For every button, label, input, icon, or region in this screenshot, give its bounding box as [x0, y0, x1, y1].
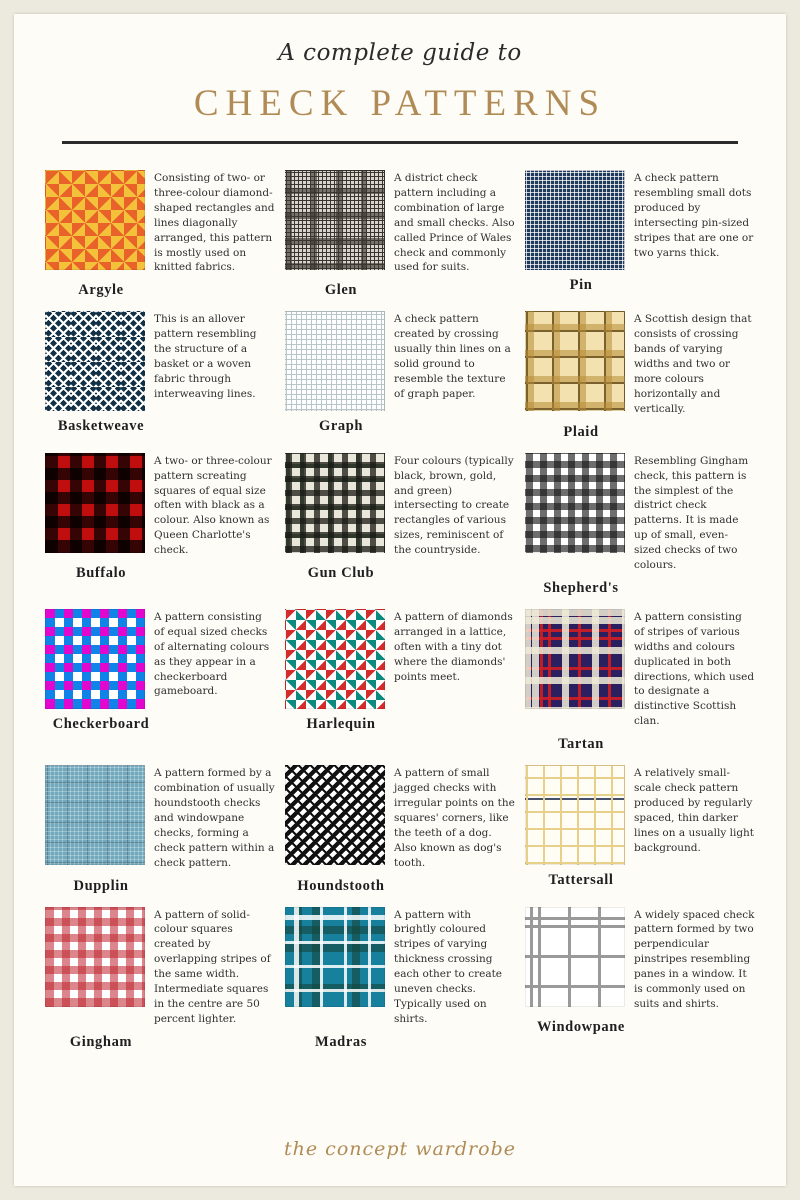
pattern-label: Glen [324, 282, 358, 299]
pattern-card-argyle [45, 170, 275, 299]
harlequin-swatch-icon [285, 609, 385, 709]
gun-club-swatch-icon [285, 453, 385, 553]
pattern-description: A widely spaced check pattern formed by two perpendicular pinstripes resembling panes in a window. It is commonly used on suits and shirts. [634, 908, 755, 1010]
pattern-grid [45, 170, 755, 1051]
pattern-description: A pattern consisting of stripes of various widths and colours duplicated in both directions, which used to designate a distinctive Scottish clan. [634, 610, 755, 728]
pattern-card-buffalo [45, 453, 275, 597]
pattern-label: Dupplin [73, 877, 129, 894]
pattern-description: A pattern formed by a combination of usually houndstooth checks and windowpane checks, forming a check pattern within a check pattern. [154, 767, 275, 869]
pattern-card-glen [285, 170, 515, 299]
pattern-label: Windowpane [537, 1018, 625, 1035]
pattern-description: A Scottish design that consists of crossing bands of varying widths and two or more colours horizontally and vertically. [634, 313, 752, 415]
plaid-swatch-icon [525, 311, 625, 411]
pattern-card-body [525, 311, 755, 416]
pattern-description: A pattern with brightly coloured stripes of varying thickness crossing each other to create uneven checks. Typically used on shirts. [394, 908, 503, 1025]
brand-wordmark: the concept wardrobe [284, 1138, 516, 1160]
pattern-card-body [285, 170, 515, 275]
pattern-card-body [285, 453, 515, 558]
pattern-card-gun-club [285, 453, 515, 597]
pattern-description: A two- or three-colour pattern screating squares of equal size often with black as a colour. Also known as Queen Charlotte's check. [154, 454, 272, 557]
pattern-card-basketweave [45, 311, 275, 440]
pattern-label: Gingham [69, 1033, 133, 1050]
poster-header [14, 14, 786, 144]
pattern-label: Basketweave [57, 418, 145, 435]
pattern-label: Buffalo [75, 565, 127, 582]
pattern-card-pin [525, 170, 755, 299]
windowpane-swatch-icon [525, 907, 625, 1007]
pattern-label: Gun Club [307, 565, 375, 582]
pattern-description: Resembling Gingham check, this pattern is the simplest of the district check patterns. It is made up of small, even-sized checks of two colours. [634, 454, 749, 572]
pattern-card-graph [285, 311, 515, 440]
pattern-card-body [285, 907, 515, 1027]
pattern-card-checkerboard [45, 609, 275, 753]
checkerboard-swatch-icon [45, 609, 145, 709]
pattern-card-body [525, 453, 755, 573]
pattern-card-madras [285, 907, 515, 1051]
argyle-swatch-icon [45, 170, 145, 270]
pattern-card-gingham [45, 907, 275, 1051]
graph-swatch-icon [285, 311, 385, 411]
pattern-card-body [285, 609, 515, 709]
poster-footer [14, 1138, 786, 1160]
pattern-description: This is an allover pattern resembling the structure of a basket or a woven fabric through interweaving lines. [154, 313, 257, 400]
header-divider [62, 141, 738, 144]
pattern-card-body [45, 609, 275, 709]
pattern-card-body [45, 170, 275, 275]
pattern-description: A pattern of solid-colour squares created by overlapping stripes of the same width. Intermediate squares in the centre are 50 percent lighter. [154, 908, 271, 1025]
pattern-card-shepherds [525, 453, 755, 597]
pattern-card-tattersall [525, 765, 755, 894]
pattern-description: Consisting of two- or three-colour diamond-shaped rectangles and lines diagonally arranged, this pattern is mostly used on knitted fabrics. [154, 172, 275, 274]
pattern-label: Graph [318, 418, 364, 435]
pattern-card-houndstooth [285, 765, 515, 894]
pattern-label: Tartan [558, 736, 604, 753]
poster [14, 14, 786, 1186]
pattern-card-body [45, 907, 275, 1027]
pattern-card-harlequin [285, 609, 515, 753]
pattern-card-tartan [525, 609, 755, 753]
pattern-label: Harlequin [306, 715, 376, 732]
basketweave-swatch-icon [45, 311, 145, 411]
pin-swatch-icon [525, 170, 625, 270]
pattern-card-body [45, 311, 275, 411]
tattersall-swatch-icon [525, 765, 625, 865]
houndstooth-swatch-icon [285, 765, 385, 865]
pattern-card-windowpane [525, 907, 755, 1051]
pattern-description: A pattern of diamonds arranged in a lattice, often with a tiny dot where the diamonds' points meet. [394, 610, 513, 683]
buffalo-swatch-icon [45, 453, 145, 553]
pattern-label: Pin [569, 277, 593, 293]
pattern-description: A pattern consisting of equal sized checks of alternating colours as they appear in a checkerboard gameboard. [154, 610, 270, 698]
pattern-label: Shepherd's [543, 579, 619, 596]
pattern-card-body [525, 609, 755, 729]
glen-swatch-icon [285, 170, 385, 270]
pattern-card-body [45, 453, 275, 558]
pattern-description: Four colours (typically black, brown, gold, and green) intersecting to create rectangles of various sizes, reminiscent of the countryside. [394, 454, 514, 557]
pattern-label: Argyle [78, 282, 124, 299]
shepherds-swatch-icon [525, 453, 625, 553]
pattern-card-body [45, 765, 275, 870]
pattern-card-plaid [525, 311, 755, 440]
gingham-swatch-icon [45, 907, 145, 1007]
dupplin-swatch-icon [45, 765, 145, 865]
madras-swatch-icon [285, 907, 385, 1007]
pattern-label: Checkerboard [52, 715, 150, 732]
page-title: CHECK PATTERNS [193, 83, 607, 124]
pattern-description: A district check pattern including a combination of large and small checks. Also called Prince of Wales check and commonly used for suits. [394, 172, 515, 274]
pattern-description: A check pattern created by crossing usually thin lines on a solid ground to resemble the texture of graph paper. [394, 313, 511, 400]
pattern-description: A relatively small-scale check pattern produced by regularly spaced, thin darker lines on a usually light background. [634, 767, 755, 854]
pattern-description: A check pattern resembling small dots produced by intersecting pin-sized stripes that are one or two yarns thick. [634, 172, 754, 259]
pattern-card-body [525, 765, 755, 865]
pattern-card-body [285, 311, 515, 411]
pattern-card-dupplin [45, 765, 275, 894]
pattern-description: A pattern of small jagged checks with irregular points on the squares' corners, like the teeth of a dog. Also known as dog's tooth. [394, 767, 515, 869]
pattern-card-body [285, 765, 515, 870]
pattern-label: Plaid [563, 423, 599, 440]
pattern-card-body [525, 907, 755, 1012]
pattern-label: Madras [315, 1033, 367, 1050]
poster-kicker: A complete guide to [278, 40, 522, 66]
tartan-swatch-icon [525, 609, 625, 709]
pattern-card-body [525, 170, 755, 270]
pattern-label: Houndstooth [297, 877, 385, 894]
pattern-label: Tattersall [548, 872, 614, 889]
